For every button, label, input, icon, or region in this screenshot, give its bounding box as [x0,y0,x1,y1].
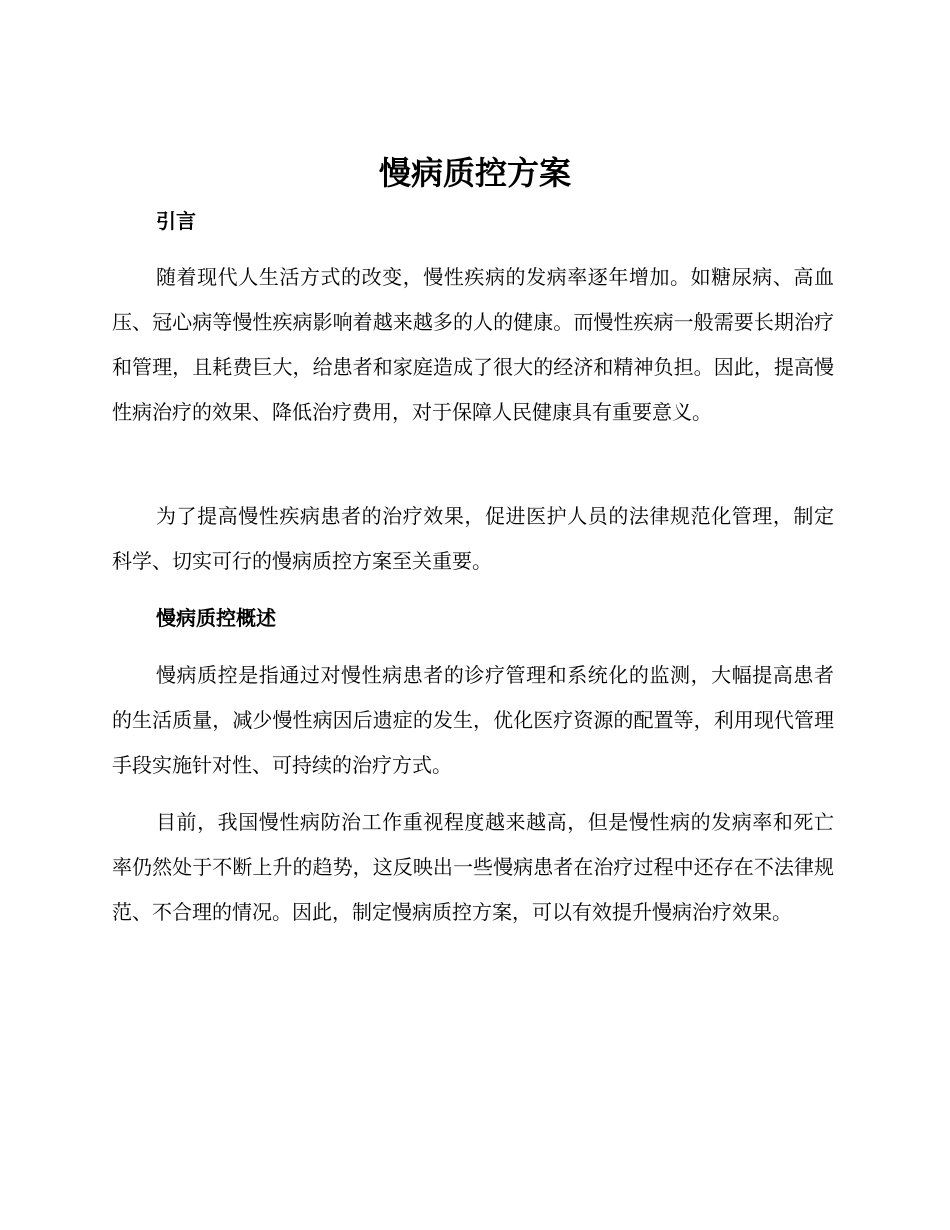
section-heading-overview: 慢病质控概述 [156,606,276,630]
paragraph-overview-2: 目前，我国慢性病防治工作重视程度越来越高，但是慢性病的发病率和死亡率仍然处于不断上升的趋势，这反映出一些慢病患者在治疗过程中还存在不法律规范、不合理的情况。因此，制定慢病质控方案，可以有效提升慢病治疗效果。 [112,810,834,924]
paragraph-introduction-2: 为了提高慢性疾病患者的治疗效果，促进医护人员的法律规范化管理，制定科学、切实可行的慢病质控方案至关重要。 [112,504,834,573]
document-title: 慢病质控方案 [378,154,571,192]
paragraph-overview-1: 慢病质控是指通过对慢性病患者的诊疗管理和系统化的监测，大幅提高患者的生活质量，减少慢性病因后遗症的发生，优化医疗资源的配置等，利用现代管理手段实施针对性、可持续的治疗方式。 [112,663,834,777]
section-heading-introduction: 引言 [156,209,196,233]
paragraph-introduction-1: 随着现代人生活方式的改变，慢性疾病的发病率逐年增加。如糖尿病、高血压、冠心病等慢性疾病影响着越来越多的人的健康。而慢性疾病一般需要长期治疗和管理，且耗费巨大，给患者和家庭造成了很大的经济和精神负担。因此，提高慢性病治疗的效果、降低治疗费用，对于保障人民健康具有重要意义。 [112,265,834,424]
